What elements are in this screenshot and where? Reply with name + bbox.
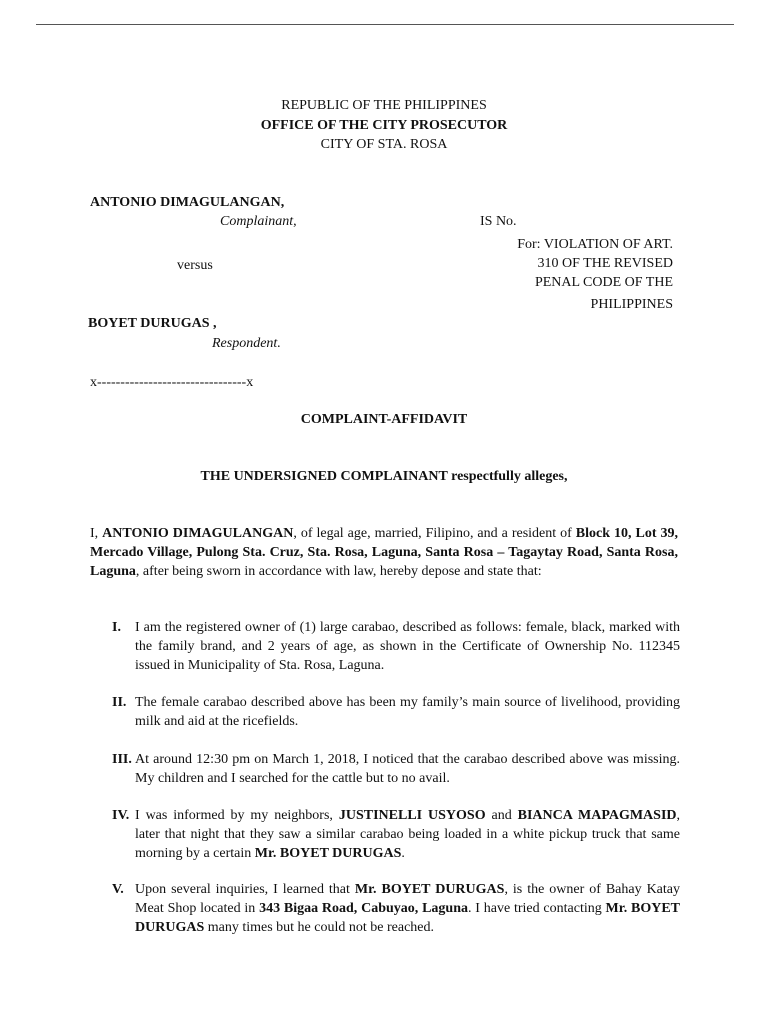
witness-name-1: JUSTINELLI USYOSO (338, 808, 486, 823)
item-text (135, 806, 680, 863)
offense-line-4: PHILIPPINES (590, 297, 673, 312)
is-number-label: IS No. (480, 214, 517, 229)
complainant-label (220, 212, 297, 231)
header-republic: REPUBLIC OF THE PHILIPPINES (281, 98, 487, 113)
intro-bold: THE UNDERSIGNED COMPLAINANT (200, 469, 448, 484)
respondent-role: Respondent. (212, 336, 281, 351)
item-text-2: and (485, 808, 518, 823)
allegation-item-1 (112, 618, 680, 675)
item-number: IV. (112, 808, 130, 823)
caption-separator: x--------------------------------x (90, 375, 254, 390)
offense-line-2: 310 OF THE REVISED (537, 256, 673, 271)
respondent-mention: Mr. BOYET DURUGAS (135, 901, 681, 935)
item-text-3: . I have tried contacting (467, 901, 606, 916)
item-text-2: , is the owner of Bahay Katay Meat Shop located in (135, 882, 680, 916)
respondent-name: BOYET DURUGAS , (88, 316, 217, 331)
allegation-item-5 (112, 880, 680, 937)
intro-rest: respectfully alleges, (447, 469, 568, 484)
item-text-1: Upon several inquiries, I learned that (135, 882, 355, 897)
offense-line-3: PENAL CODE OF THE (534, 275, 673, 290)
item-number: III. (112, 752, 132, 767)
item-text: The female carabao described above has been my family’s main source of livelihood, providing milk and aid at the ricefields. (135, 695, 680, 729)
header-office: OFFICE OF THE CITY PROSECUTOR (260, 118, 508, 133)
item-text (135, 880, 680, 937)
intro-line (0, 467, 768, 486)
allegation-item-4 (112, 806, 680, 863)
respondent-mention: Mr. BOYET DURUGAS (354, 882, 505, 897)
opening-paragraph (90, 524, 678, 581)
offense-line-1: For: VIOLATION OF ART. (517, 237, 673, 252)
item-number: V. (112, 882, 124, 897)
document-title: COMPLAINT-AFFIDAVIT (300, 412, 468, 427)
opening-text-2: , of legal age, married, Filipino, and a resident of (293, 526, 576, 541)
item-text-4: many times but he could not be reached. (204, 920, 434, 935)
top-rule (36, 24, 734, 25)
complainant-role: Complainant (220, 214, 294, 229)
item-number: I. (112, 620, 121, 635)
item-text: At around 12:30 pm on March 1, 2018, I noticed that the carabao described above was missing. My children and I searched for the cattle but to no avail. (135, 752, 680, 786)
opening-text-1: I, (90, 526, 103, 541)
shop-address: 343 Bigaa Road, Cabuyao, Laguna (259, 901, 468, 916)
complainant-comma: , (293, 214, 297, 229)
item-text-3: , later that night that they saw a similar carabao being loaded in a white pickup truck that same morning by a certain (135, 808, 681, 861)
allegation-item-2 (112, 693, 680, 731)
versus-label: versus (177, 258, 213, 273)
item-number: II. (112, 695, 127, 710)
affiant-name: ANTONIO DIMAGULANGAN (102, 526, 294, 541)
complainant-name: ANTONIO DIMAGULANGAN, (90, 195, 285, 210)
respondent-mention: Mr. BOYET DURUGAS (254, 846, 402, 861)
item-text-1: I was informed by my neighbors, (135, 808, 339, 823)
allegation-item-3 (112, 750, 680, 788)
affiant-address: Block 10, Lot 39, Mercado Village, Pulong Sta. Cruz, Sta. Rosa, Laguna, Santa Rosa – Tagaytay Road, Santa Rosa, Laguna (90, 526, 678, 579)
item-text-4: . (401, 846, 405, 861)
item-text: I am the registered owner of (1) large carabao, described as follows: female, black, marked with the family brand, and 2 years of age, as shown in the Certificate of Ownership No. 112345 issued in Municipality of Sta. Rosa, Laguna. (135, 620, 680, 673)
header-city: CITY OF STA. ROSA (320, 137, 448, 152)
opening-text-3: , after being sworn in accordance with law, hereby depose and state that: (135, 564, 542, 579)
witness-name-2: BIANCA MAPAGMASID (517, 808, 677, 823)
